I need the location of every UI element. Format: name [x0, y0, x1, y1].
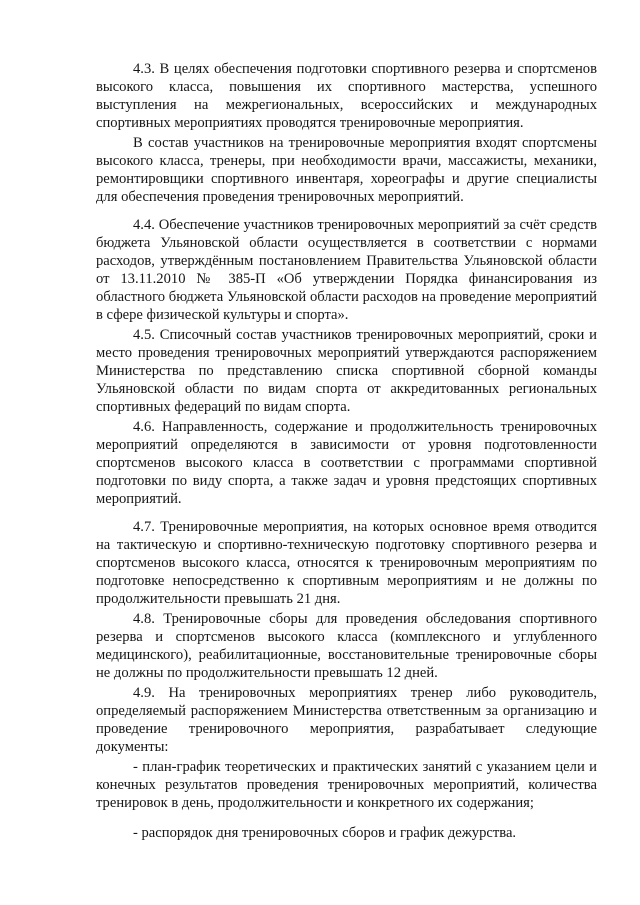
paragraph-4-7: 4.7. Тренировочные мероприятия, на которых основное время отводится на тактическую и спортивно-техническую подготовку спортивного резерва и спортсменов высокого класса, относятся к тренировочным мероприятиям по подготовке непосредственно к спортивным мероприятиям и не должны по продолжительности превышать 21 дня.	[96, 519, 597, 607]
document-page	[96, 60, 597, 842]
paragraph-4-4: 4.4. Обеспечение участников тренировочных мероприятий за счёт средств бюджета Ульяновской области осуществляется в соответствии с нормами расходов, утверждённым постановлением Правительства Ульяновской области от 13.11.2010 № 385-П «Об утверждении Порядка финансирования из областного бюджета Ульяновской области расходов на проведение мероприятий в сфере физической культуры и спорта».	[96, 217, 597, 323]
paragraph-4-5: 4.5. Списочный состав участников тренировочных мероприятий, сроки и место проведения тренировочных мероприятий утверждаются распоряжением Министерства по представлению списка спортивной сборной команды Ульяновской области по видам спорта от аккредитованных региональных спортивных федераций по видам спорта.	[96, 327, 597, 415]
paragraph-4-3-participants: В состав участников на тренировочные мероприятия входят спортсмены высокого класса, тренеры, при необходимости врачи, массажисты, механики, ремонтировщики спортивного инвентаря, хореографы и другие специалисты для обеспечения проведения тренировочных мероприятий.	[96, 135, 597, 205]
paragraph-4-6: 4.6. Направленность, содержание и продолжительность тренировочных мероприятий определяются в зависимости от уровня подготовленности спортсменов высокого класса в соответствии с программами спортивной подготовки по виду спорта, а также задач и уровня предстоящих спортивных мероприятий.	[96, 419, 597, 507]
paragraph-4-9: 4.9. На тренировочных мероприятиях тренер либо руководитель, определяемый распоряжением Министерства ответственным за организацию и проведение тренировочного мероприятия, разрабатывает следующие документы:	[96, 685, 597, 755]
list-item-daily-routine: - распорядок дня тренировочных сборов и график дежурства.	[133, 825, 517, 841]
paragraph-4-8: 4.8. Тренировочные сборы для проведения обследования спортивного резерва и спортсменов высокого класса (комплексного и углубленного медицинского), реабилитационные, восстановительные тренировочные сборы не должны по продолжительности превышать 12 дней.	[96, 611, 597, 681]
list-item-plan-schedule: - план-график теоретических и практических занятий с указанием цели и конечных результатов проведения тренировочных мероприятий, количества тренировок в день, продолжительности и конкретного их содержания;	[96, 759, 597, 811]
paragraph-4-3: 4.3. В целях обеспечения подготовки спортивного резерва и спортсменов высокого класса, повышения их спортивного мастерства, успешного выступления на межрегиональных, всероссийских и международных спортивных мероприятиях проводятся тренировочные мероприятия.	[96, 61, 597, 131]
